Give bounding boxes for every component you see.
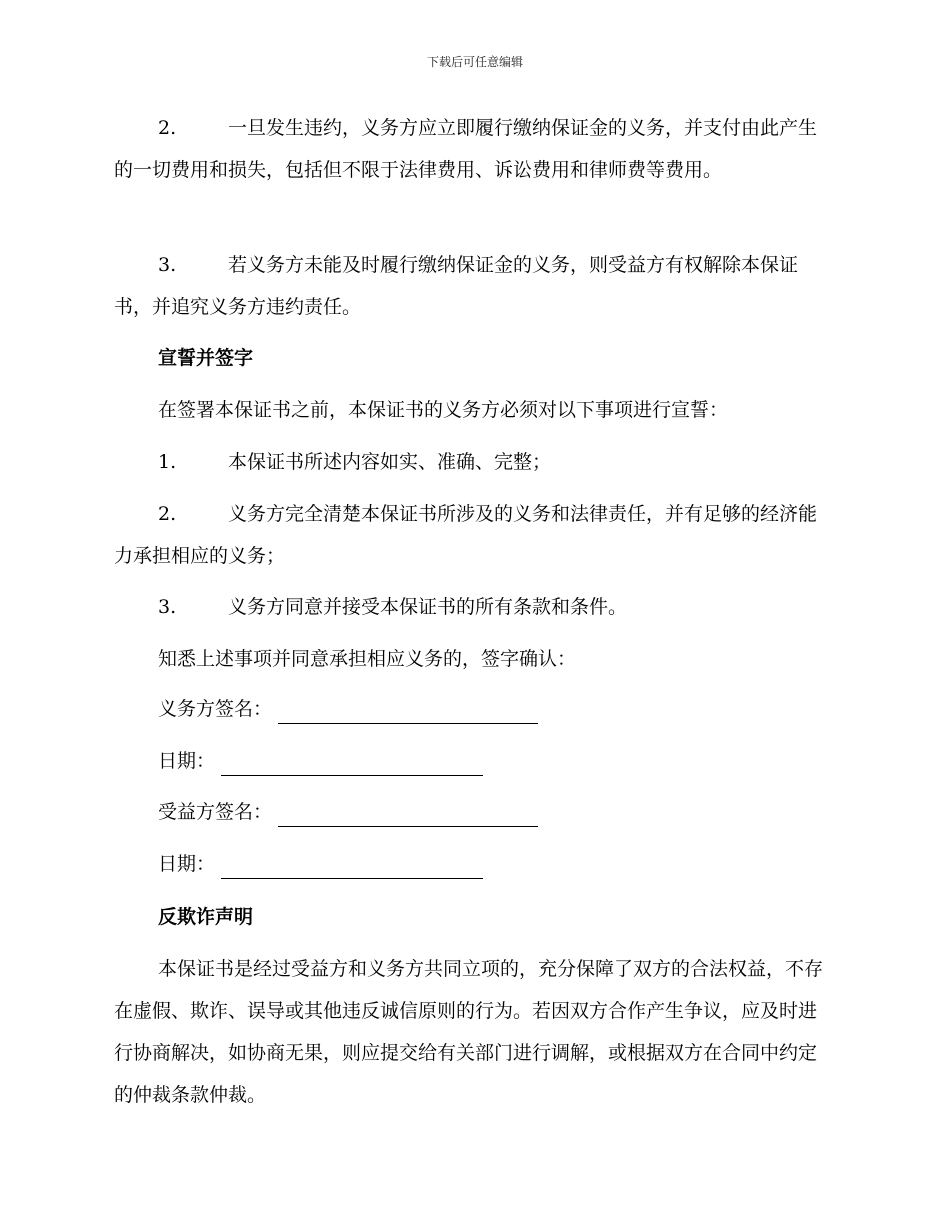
obligor-signature-row — [158, 694, 538, 724]
item-number: 3. — [158, 596, 177, 618]
beneficiary-signature-field[interactable] — [278, 804, 538, 827]
date-label-1: 日期： — [158, 750, 216, 772]
clause-3 — [114, 244, 834, 328]
clause-text: 若义务方未能及时履行缴纳保证金的义务，则受益方有权解除本保证书，并追究义务方违约责任。 — [114, 254, 799, 318]
date-label-2: 日期： — [158, 853, 216, 875]
page-header: 下载后可任意编辑 — [426, 55, 523, 69]
date-row-1 — [158, 746, 483, 776]
item-number: 1. — [158, 451, 177, 473]
obligor-sign-label: 义务方签名： — [158, 698, 273, 720]
date-field-1[interactable] — [221, 753, 483, 776]
clause-2 — [114, 107, 834, 191]
oath-item-1 — [114, 441, 834, 483]
section-heading-anti-fraud: 反欺诈声明 — [158, 906, 254, 928]
oath-intro: 在签署本保证书之前，本保证书的义务方必须对以下事项进行宣誓： — [158, 399, 729, 421]
oath-item-3 — [114, 586, 834, 628]
beneficiary-signature-row — [158, 797, 538, 827]
date-row-2 — [158, 849, 483, 879]
obligor-signature-field[interactable] — [278, 701, 538, 724]
oath-confirm: 知悉上述事项并同意承担相应义务的，签字确认： — [158, 648, 577, 670]
clause-text: 一旦发生违约，义务方应立即履行缴纳保证金的义务，并支付由此产生的一切费用和损失，包括但不限于法律费用、诉讼费用和律师费等费用。 — [114, 117, 818, 181]
section-heading-oath: 宣誓并签字 — [158, 347, 254, 369]
item-text: 本保证书所述内容如实、准确、完整； — [228, 451, 552, 473]
date-field-2[interactable] — [221, 856, 483, 879]
item-text: 义务方同意并接受本保证书的所有条款和条件。 — [228, 596, 628, 618]
anti-fraud-body: 本保证书是经过受益方和义务方共同立项的，充分保障了双方的合法权益，不存在虚假、欺诈、误导或其他违反诚信原则的行为。若因双方合作产生争议，应及时进行协商解决，如协商无果，则应提交给有关部门进行调解，或根据双方在合同中约定的仲裁条款仲裁。 — [114, 958, 824, 1106]
clause-number: 2. — [158, 117, 177, 139]
oath-item-2 — [114, 493, 834, 577]
beneficiary-sign-label: 受益方签名： — [158, 801, 273, 823]
item-number: 2. — [158, 503, 177, 525]
clause-number: 3. — [158, 254, 177, 276]
item-text: 义务方完全清楚本保证书所涉及的义务和法律责任，并有足够的经济能力承担相应的义务； — [114, 503, 818, 567]
